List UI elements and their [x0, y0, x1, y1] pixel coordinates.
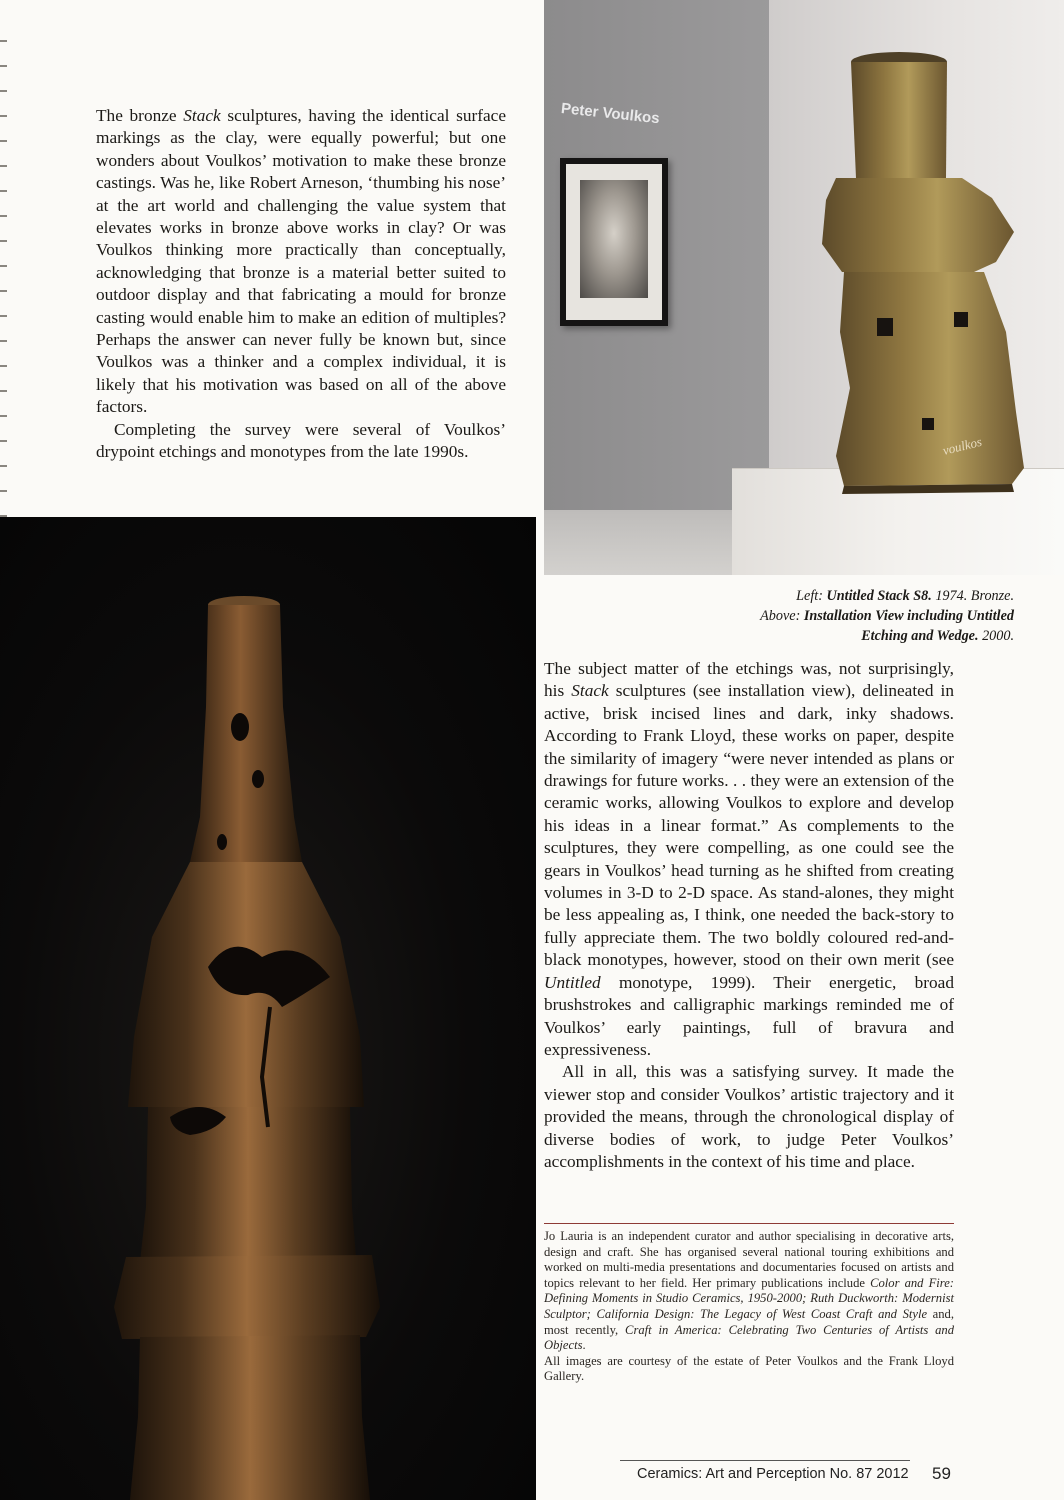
- installation-photo: [544, 0, 1064, 575]
- footer-publication: Ceramics: Art and Perception No. 87 2012: [637, 1466, 909, 1482]
- article-column-left: [96, 105, 506, 464]
- sculpture-hole-3: [922, 418, 934, 430]
- wall-label-artist: Peter Voulkos: [560, 100, 661, 128]
- paragraph: Completing the survey were several of Voulkos’ drypoint etchings and monotypes from the late 1990s.: [96, 419, 506, 462]
- sculpture-hole-1: [877, 318, 893, 336]
- footer-rule: [620, 1460, 910, 1461]
- article-column-right: [544, 658, 954, 1173]
- bio-divider: [544, 1223, 954, 1224]
- photo-caption: Left: Untitled Stack S8. 1974. Bronze. Above: Installation View including Untitled Etching and Wedge. 2000.: [760, 588, 1014, 644]
- bronze-hole-3: [217, 834, 227, 850]
- bronze-hole-1: [231, 713, 249, 741]
- author-bio: [544, 1229, 954, 1385]
- paragraph: The bronze Stack sculptures, having the identical surface markings as the clay, were equally powerful; but one wonders about Voulkos’ motivation to make these bronze castings. Was he, like Robert Arneson, ‘thumbing his nose’ at the art world and challenging the value system that elevates works in bronze above works in clay? Or was Voulkos thinking more practically than conceptually, acknowledging that bronze is a material better suited to outdoor display and that fabricating a mould for bronze casting would enable him to make an edition of multiples? Perhaps the answer can never fully be known but, since Voulkos was a thinker and a complex individual, it is likely that his motivation was based on all of the above factors.: [96, 106, 506, 417]
- page-number: 59: [932, 1464, 951, 1483]
- paragraph: Jo Lauria is an independent curator and author specialising in decorative arts, design and craft. She has organised several national touring exhibitions and worked on multi-media presentations and documentaries focused on artists and topics relevant to her field. Her primary publications include Color and Fire: Defining Moments in Studio Ceramics, 1950-2000; Ruth Duckworth: Modernist Sculptor; California Design: The Legacy of West Coast Craft and Style and, most recently, Craft in America: Celebrating Two Centuries of Artists and Objects.: [544, 1229, 954, 1353]
- sculpture-signature: voulkos: [941, 433, 984, 458]
- bronze-hole-2: [252, 770, 264, 788]
- stack-sculpture-ceramic: [544, 0, 1064, 575]
- bronze-stack-sculpture: [0, 517, 536, 1500]
- paragraph: All in all, this was a satisfying survey. It made the viewer stop and consider Voulkos’ artistic trajectory and it provided the means, through the chronological display of diverse bodies of work, to judge Peter Voulkos’ accomplishments in the context of his time and place.: [544, 1062, 954, 1171]
- paragraph: All images are courtesy of the estate of Peter Voulkos and the Frank Lloyd Gallery.: [544, 1353, 954, 1384]
- sculpture-hole-2: [954, 312, 968, 327]
- bronze-photo: [0, 517, 536, 1500]
- paragraph: The subject matter of the etchings was, not surprisingly, his Stack sculptures (see installation view), delineated in active, brisk incised lines and dark, inky shadows. According to Frank Lloyd, these works on paper, despite the similarity of imagery “were never intended as plans or drawings for future works. . . they were an extension of the ceramic works, allowing Voulkos to explore and develop his ideas in a linear format.” As complements to the sculptures, they were compelling, as one could see the gears in Voulkos’ head turning as he shifted from creating volumes in 3-D to 2-D space. As stand-alones, they might be less appealing as, I think, one needed the back-story to fully appreciate them. The two boldly coloured red-and-black monotypes, however, stood on their own merit (see Untitled monotype, 1999). Their energetic, broad brushstrokes and calligraphic markings reminded me of Voulkos’ early paintings, full of bravura and expressiveness.: [544, 659, 954, 1059]
